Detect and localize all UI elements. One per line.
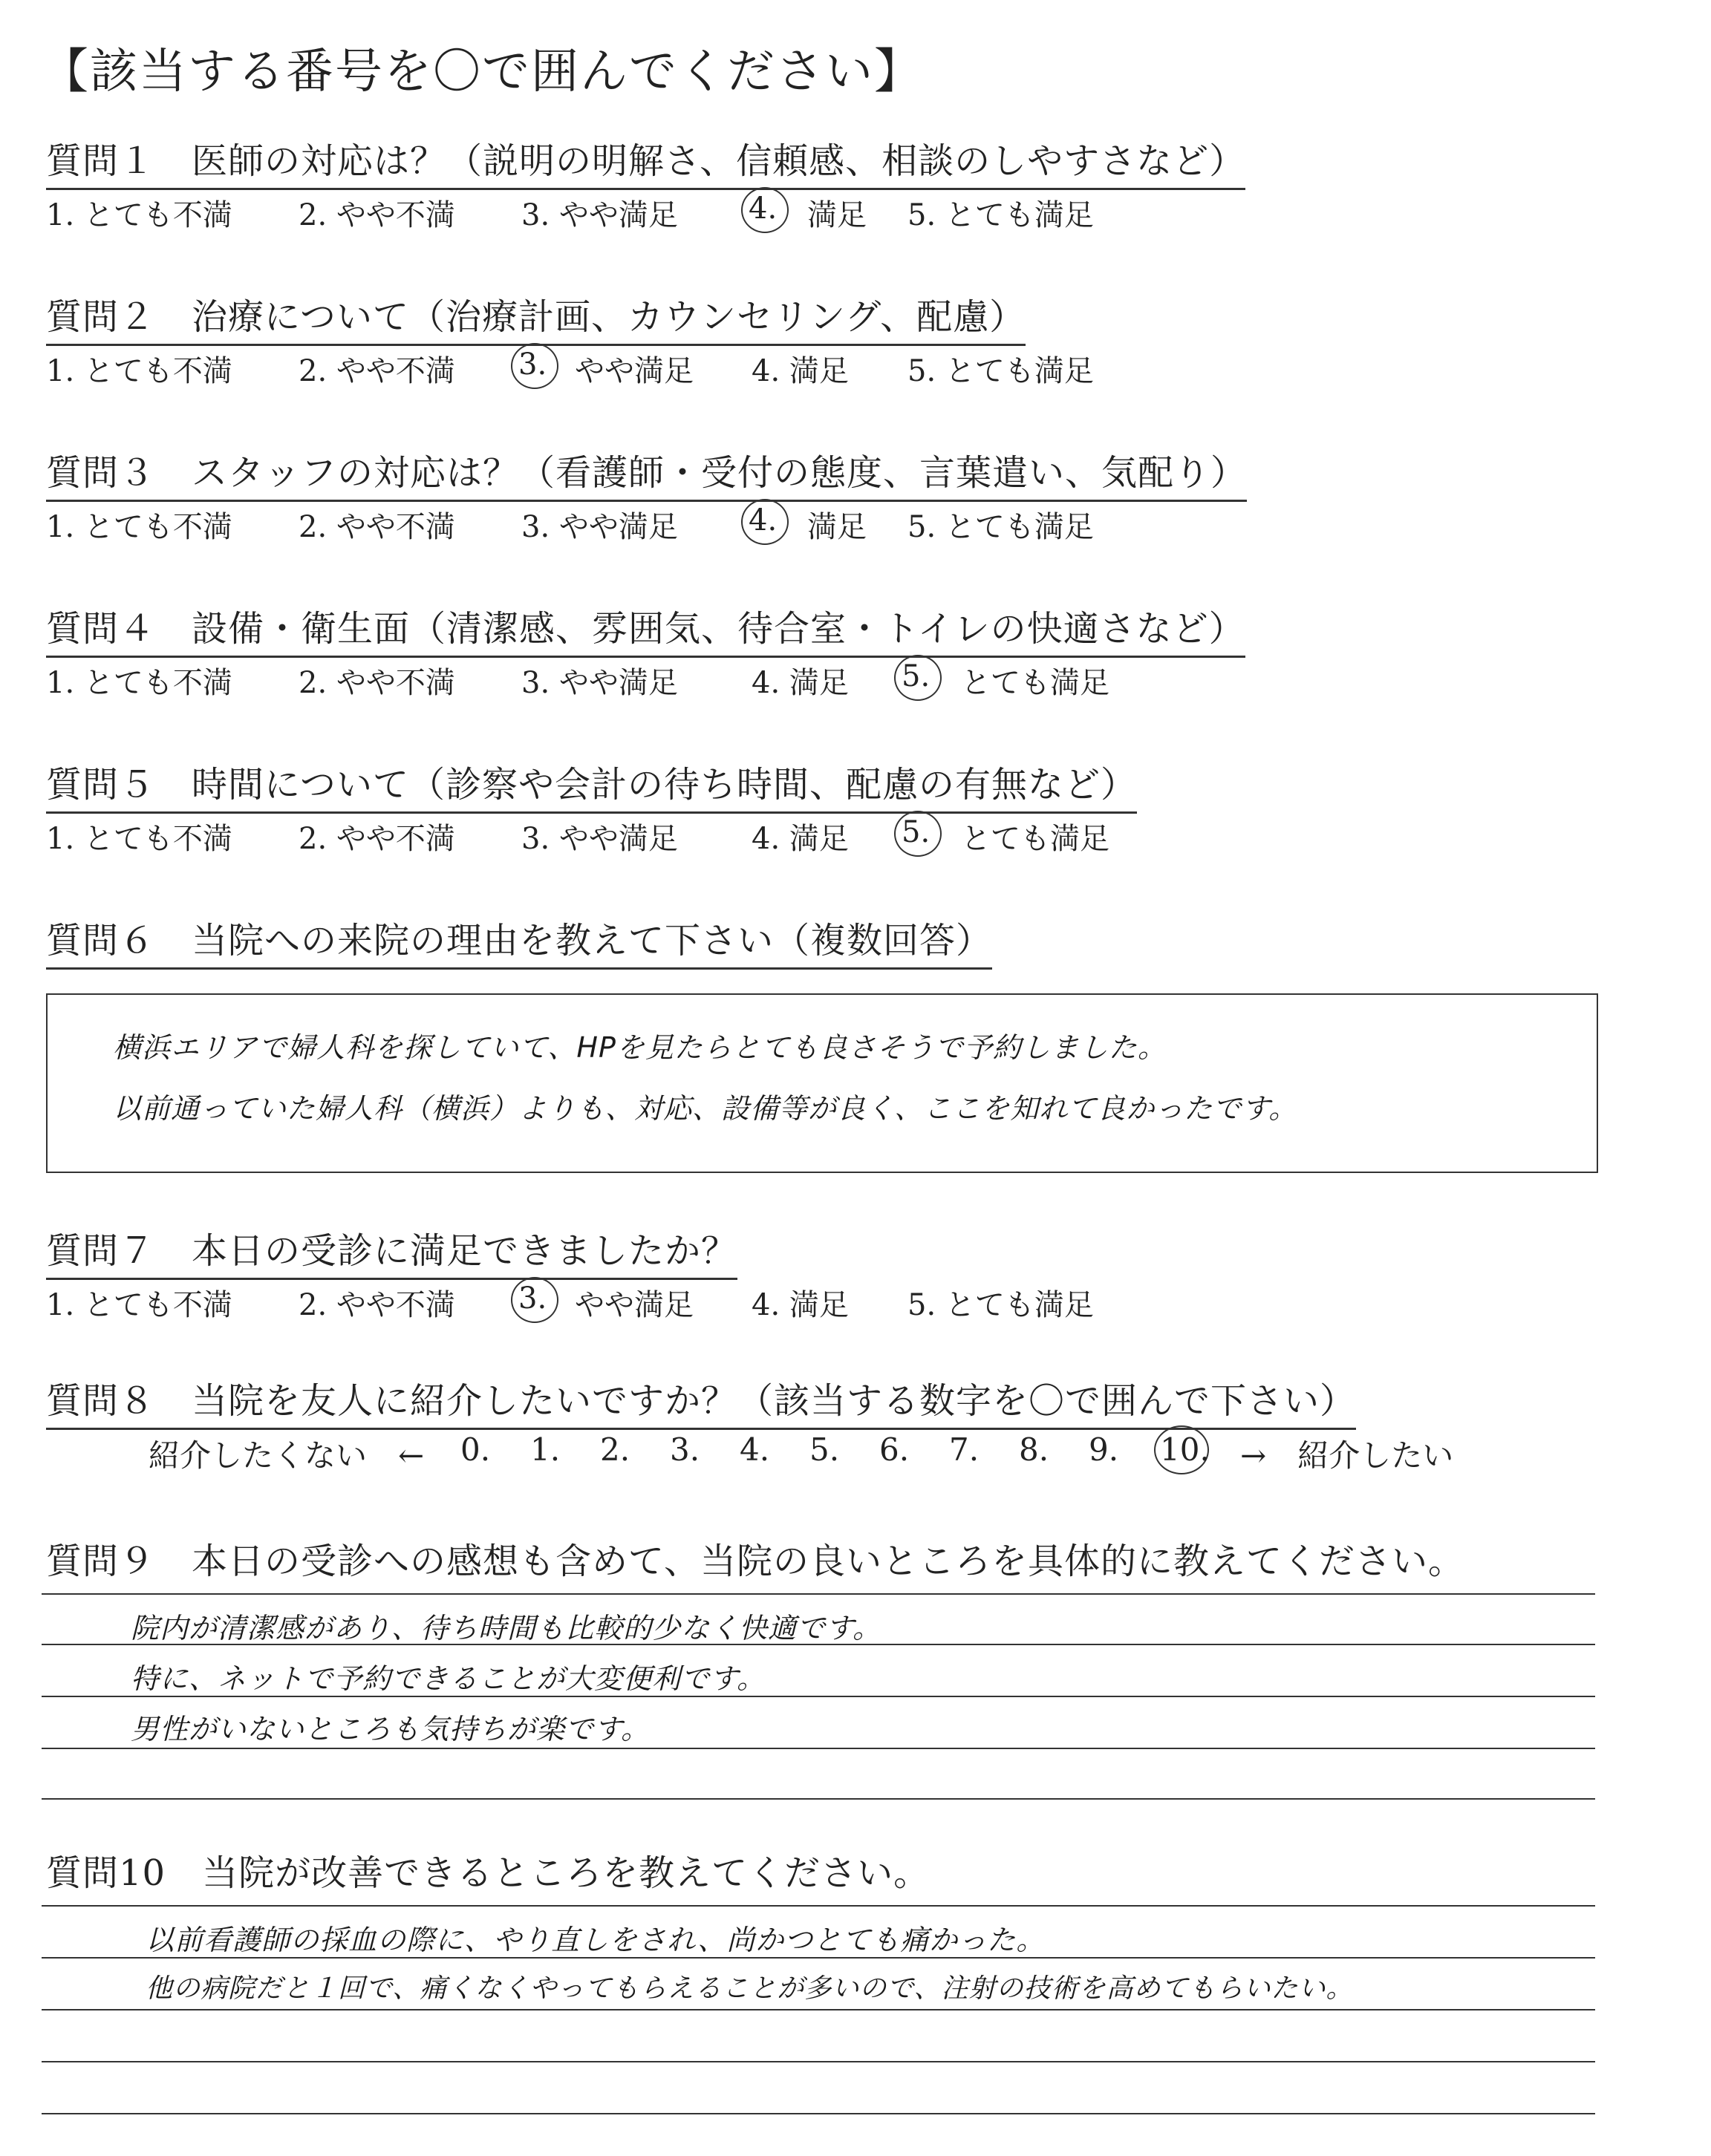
q2-option-2[interactable]: 2. やや不満 (299, 354, 455, 388)
q7-option-4[interactable]: 4. 満足 (752, 1288, 849, 1322)
q10-rule-5 (42, 2113, 1595, 2114)
q7-option-3-number[interactable]: 3. (518, 1281, 547, 1316)
q9-answer-line-1: 院内が清潔感があり、待ち時間も比較的少なく快適です。 (131, 1612, 881, 1644)
question-8-title: 質問８ 当院を友人に紹介したいですか？（該当する数字を〇で囲んで下さい） (46, 1372, 1356, 1430)
q10-rule-3 (42, 2009, 1595, 2010)
q4-option-4[interactable]: 4. 満足 (752, 666, 849, 700)
q1-option-2[interactable]: 2. やや不満 (299, 198, 455, 232)
q2-option-1[interactable]: 1. とても不満 (46, 354, 232, 388)
q8-right-label: → 紹介したい (1240, 1437, 1454, 1474)
page-header: 【該当する番号を〇で囲んでください】 (41, 45, 923, 99)
q3-option-4-label[interactable]: 満足 (807, 510, 867, 544)
question-6-title: 質問６ 当院への来院の理由を教えて下さい（複数回答） (46, 912, 992, 970)
q8-scale-9[interactable]: 9. (1089, 1431, 1119, 1468)
question-9-title: 質問９ 本日の受診への感想も含めて、当院の良いところを具体的に教えてください。 (46, 1541, 1465, 1582)
q10-answer-line-1: 以前看護師の採血の際に、やり直しをされ、尚かつとても痛かった。 (146, 1924, 1046, 1956)
q5-option-3[interactable]: 3. やや満足 (521, 822, 678, 856)
q4-option-1[interactable]: 1. とても不満 (46, 666, 232, 700)
q1-option-4-number[interactable]: 4. (749, 192, 778, 226)
q10-rule-1 (42, 1905, 1595, 1907)
q8-scale-0[interactable]: 0. (460, 1431, 491, 1468)
question-10-title: 質問10 当院が改善できるところを教えてください。 (46, 1852, 931, 1894)
q5-option-1[interactable]: 1. とても不満 (46, 822, 232, 856)
q1-option-4-label[interactable]: 満足 (807, 198, 867, 232)
q8-scale-8[interactable]: 8. (1019, 1431, 1049, 1468)
q8-scale-6[interactable]: 6. (879, 1431, 910, 1468)
q7-option-1[interactable]: 1. とても不満 (46, 1288, 232, 1322)
q1-option-3[interactable]: 3. やや満足 (521, 198, 678, 232)
q7-option-3-label[interactable]: やや満足 (575, 1288, 694, 1322)
question-1-title: 質問１ 医師の対応は？（説明の明解さ、信頼感、相談のしやすさなど） (46, 132, 1245, 190)
q8-scale-1[interactable]: 1. (530, 1431, 561, 1468)
q9-rule-2 (42, 1644, 1595, 1645)
q3-option-1[interactable]: 1. とても不満 (46, 510, 232, 544)
q8-scale-10[interactable]: 10. (1160, 1431, 1210, 1468)
q5-option-5-label[interactable]: とても満足 (961, 822, 1109, 856)
q1-option-1[interactable]: 1. とても不満 (46, 198, 232, 232)
question-8-scale (149, 1431, 1485, 1476)
q10-answer-line-2: 他の病院だと１回で、痛くなくやってもらえることが多いので、注射の技術を高めてもらいたい。 (146, 1973, 1354, 2004)
q9-rule-5 (42, 1798, 1595, 1800)
q10-rule-2 (42, 1957, 1595, 1959)
q8-scale-7[interactable]: 7. (949, 1431, 980, 1468)
q7-option-2[interactable]: 2. やや不満 (299, 1288, 455, 1322)
q2-option-5[interactable]: 5. とても満足 (907, 354, 1094, 388)
question-5-title: 質問５ 時間について（診察や会計の待ち時間、配慮の有無など） (46, 756, 1137, 814)
q4-option-3[interactable]: 3. やや満足 (521, 666, 678, 700)
q2-option-3-number[interactable]: 3. (518, 347, 547, 382)
question-2-title: 質問２ 治療について（治療計画、カウンセリング、配慮） (46, 288, 1026, 346)
q7-option-5[interactable]: 5. とても満足 (907, 1288, 1094, 1322)
q9-rule-4 (42, 1748, 1595, 1749)
q9-rule-3 (42, 1696, 1595, 1697)
question-6-answer-box[interactable] (46, 993, 1598, 1173)
q2-option-4[interactable]: 4. 満足 (752, 354, 849, 388)
q8-scale-3[interactable]: 3. (670, 1431, 700, 1468)
q9-rule-1 (42, 1593, 1595, 1595)
q9-answer-line-3: 男性がいないところも気持ちが楽です。 (131, 1713, 650, 1745)
q2-option-3-label[interactable]: やや満足 (575, 354, 694, 388)
q8-scale-2[interactable]: 2. (600, 1431, 630, 1468)
q10-rule-4 (42, 2061, 1595, 2062)
q3-option-4-number[interactable]: 4. (749, 503, 778, 538)
q8-scale-5[interactable]: 5. (809, 1431, 840, 1468)
question-7-title: 質問７ 本日の受診に満足できましたか？ (46, 1222, 737, 1280)
q4-option-5-number[interactable]: 5. (902, 659, 931, 693)
q4-option-5-label[interactable]: とても満足 (961, 666, 1109, 700)
q8-scale-4[interactable]: 4. (740, 1431, 770, 1468)
q3-option-3[interactable]: 3. やや満足 (521, 510, 678, 544)
q5-option-4[interactable]: 4. 満足 (752, 822, 849, 856)
q6-answer-line-2: 以前通っていた婦人科（横浜）よりも、対応、設備等が良く、ここを知れて良かったです。 (113, 1092, 1298, 1125)
question-4-title: 質問４ 設備・衛生面（清潔感、雰囲気、待合室・トイレの快適さなど） (46, 600, 1245, 658)
q8-left-label: 紹介したくない ← (149, 1437, 425, 1474)
q3-option-5[interactable]: 5. とても満足 (907, 510, 1094, 544)
q9-answer-line-2: 特に、ネットで予約できることが大変便利です。 (131, 1662, 766, 1695)
q4-option-2[interactable]: 2. やや不満 (299, 666, 455, 700)
q5-option-2[interactable]: 2. やや不満 (299, 822, 455, 856)
question-3-title: 質問３ スタッフの対応は？（看護師・受付の態度、言葉遣い、気配り） (46, 444, 1247, 502)
q6-answer-line-1: 横浜エリアで婦人科を探していて、HPを見たらとても良さそうで予約しました。 (113, 1031, 1167, 1064)
q3-option-2[interactable]: 2. やや不満 (299, 510, 455, 544)
q5-option-5-number[interactable]: 5. (902, 815, 931, 849)
q1-option-5[interactable]: 5. とても満足 (907, 198, 1094, 232)
